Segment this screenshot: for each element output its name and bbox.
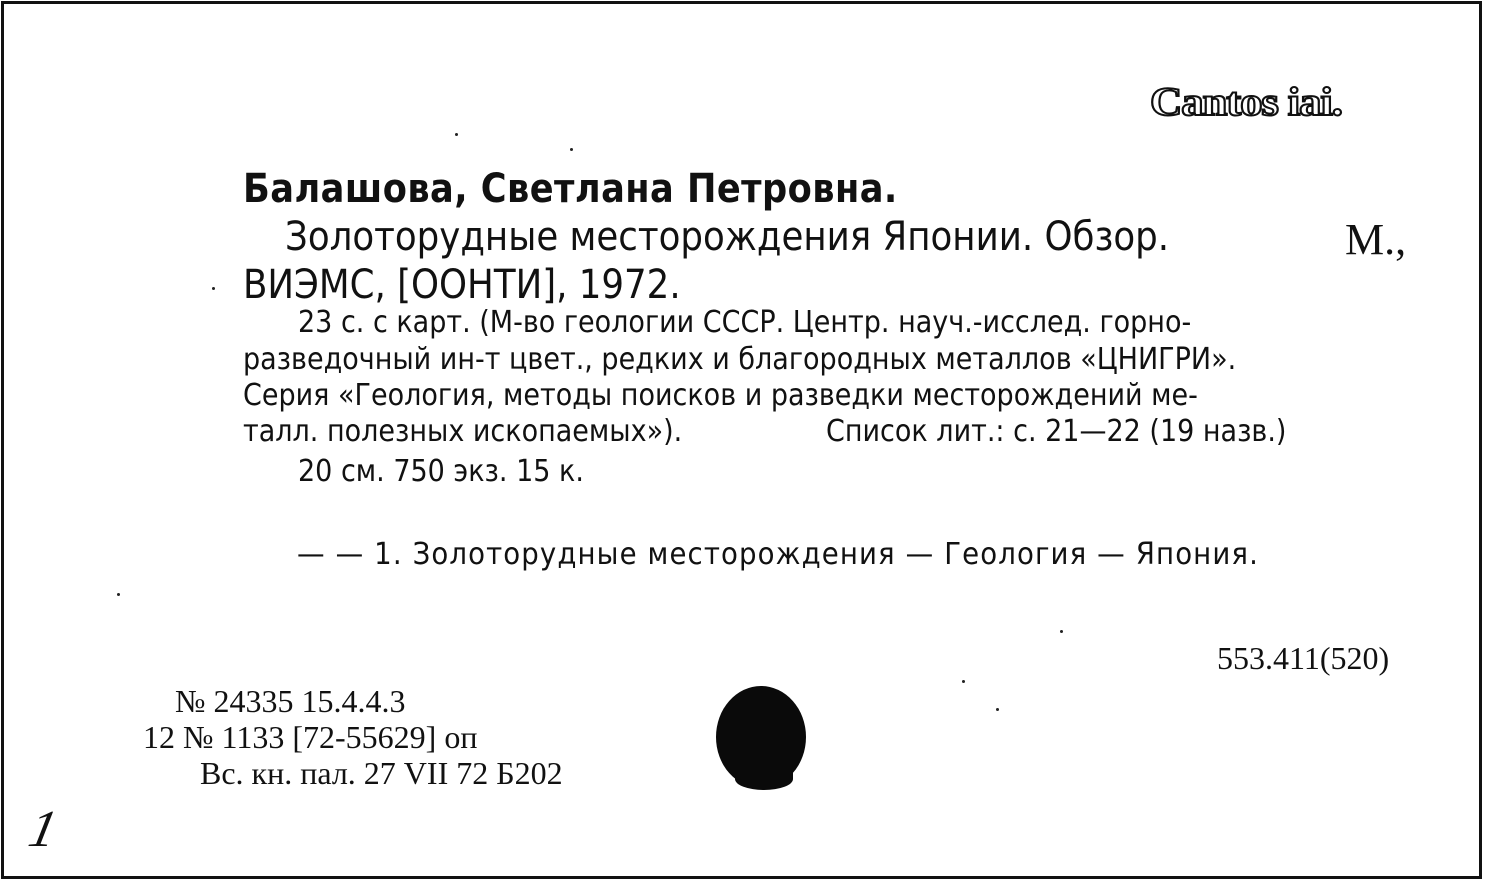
dust-speck (117, 593, 120, 596)
physical-description: 20 см. 750 экз. 15 к. (298, 454, 584, 489)
udc-classification: 553.411(520) (1217, 640, 1390, 676)
registration-number: № 24335 15.4.4.3 (175, 683, 406, 719)
title-line-1: Золоторудные месторождения Японии. Обзор. (285, 214, 1170, 260)
description-line-3: Серия «Геология, методы поисков и разведки месторождений ме- (243, 378, 1198, 413)
dust-speck (996, 708, 999, 711)
dust-speck (455, 133, 458, 136)
title-city: М., (1345, 215, 1407, 264)
dust-speck (1060, 630, 1063, 633)
title-line-2: ВИЭМС, [ООНТИ], 1972. (243, 262, 681, 308)
order-number: 12 № 1133 [72-55629] оп (143, 719, 478, 755)
description-line-4: талл. полезных ископаемых»). (243, 414, 683, 449)
library-stamp: Cantos iai. (1150, 79, 1342, 124)
handwritten-mark: 1 (23, 801, 63, 858)
description-line-2: разведочный ин-т цвет., редких и благородных металлов «ЦНИГРИ». (243, 342, 1237, 377)
punched-hole-tear (735, 768, 793, 790)
chamber-imprint: Вс. кн. пал. 27 VII 72 Б202 (200, 755, 563, 791)
dust-speck (570, 148, 573, 151)
subject-heading: — — 1. Золоторудные месторождения — Геология — Япония. (297, 537, 1259, 572)
description-line-1: 23 с. с карт. (М-во геологии СССР. Центр. науч.-исслед. горно- (298, 305, 1192, 340)
bibliography-note: Список лит.: с. 21—22 (19 назв.) (826, 414, 1287, 449)
author-heading: Балашова, Светлана Петровна. (243, 166, 898, 212)
dust-speck (962, 680, 965, 683)
dust-speck (212, 287, 215, 290)
